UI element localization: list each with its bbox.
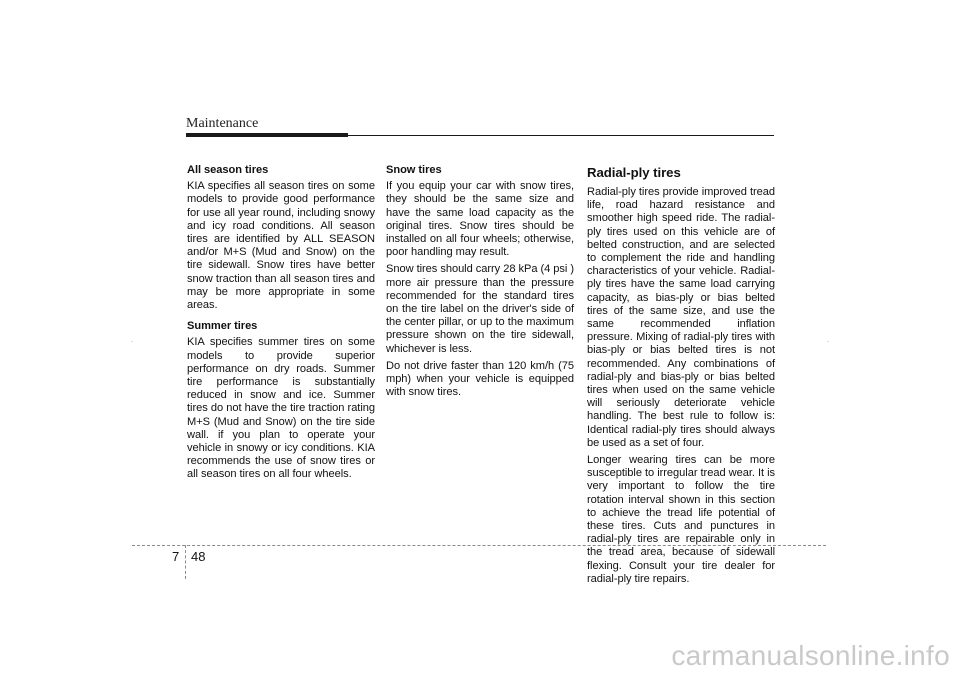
radial-paragraph-1: Radial-ply tires provide improved tread life, road hazard resistance and smoother high speed ride. The radial-ply tires used on this vehicle are of belted construction, and are selected to complement the ride and handling characteristics of your vehicle. Radial-ply tires have the same load carrying capacity, as bias-ply or bias belted tires of the same size, and use the same recommended inflation pressure. Mixing of radial-ply tires with bias-ply or bias belted tires is not recommended. Any combinations of radial-ply and bias-ply or bias belted tires when used on the same vehicle will seriously deteriorate vehicle handling. The best rule to follow is: Identical radial-ply tires should always be used as a set of four.: [587, 186, 775, 449]
column-middle: [386, 164, 574, 403]
header-rule-thin: [348, 135, 774, 136]
header-rule-thick: [186, 133, 348, 137]
summer-paragraph: KIA specifies summer tires on some models to provide superior performance on dry roads. Summer tire performance is substantially reduced in snow and ice. Summer tires do not have the tire traction rating M+S (Mud and Snow) on the tire side wall. if you plan to operate your vehicle in snowy or icy conditions. KIA recommends the use of snow tires or all season tires on all four wheels.: [187, 336, 375, 481]
page-chapter-number: 7: [172, 549, 180, 564]
radial-paragraph-2: Longer wearing tires can be more susceptible to irregular tread wear. It is very important to follow the tire rotation interval shown in this section to achieve the tread life potential of these tires. Cuts and punctures in radial-ply tires are repairable only in the tread area, because of sidewall flexing. Consult your tire dealer for radial-ply tire repairs.: [587, 454, 775, 585]
watermark-text: carmanualsonline.info: [671, 640, 950, 671]
summer-heading: Summer tires: [187, 320, 258, 333]
column-left: [187, 164, 375, 486]
footer-vertical-dashed-rule: [185, 545, 186, 579]
radial-heading: Radial-ply tires: [587, 165, 681, 180]
footer-dashed-rule: [132, 545, 826, 546]
page-header-title: Maintenance: [186, 116, 259, 131]
margin-mark-right: [827, 341, 829, 342]
all-season-paragraph: KIA specifies all season tires on some models to provide good performance for use all year round, including snowy and icy road conditions. All season tires are identified by ALL SEASON and/or M+S (Mud and Snow) on the tire sidewall. Snow tires have better snow traction than all season tires and may be more appropriate in some areas.: [187, 180, 375, 312]
snow-paragraph-1: If you equip your car with snow tires, they should be the same size and have the same load capacity as the original tires. Snow tires should be installed on all four wheels; otherwise, poor handling may result.: [386, 180, 574, 259]
snow-paragraph-3: Do not drive faster than 120 km/h (75 mph) when your vehicle is equipped with snow tires.: [386, 359, 574, 399]
all-season-heading: All season tires: [187, 164, 269, 176]
column-right: [587, 164, 775, 590]
snow-heading: Snow tires: [386, 164, 442, 176]
page-number: 48: [191, 549, 206, 564]
margin-mark-left: [131, 341, 133, 342]
snow-paragraph-2: Snow tires should carry 28 kPa (4 psi ) more air pressure than the pressure recommended for the standard tires on the tire label on the driver's side of the center pillar, or up to the maximum pressure shown on the tire sidewall, whichever is less.: [386, 263, 574, 355]
